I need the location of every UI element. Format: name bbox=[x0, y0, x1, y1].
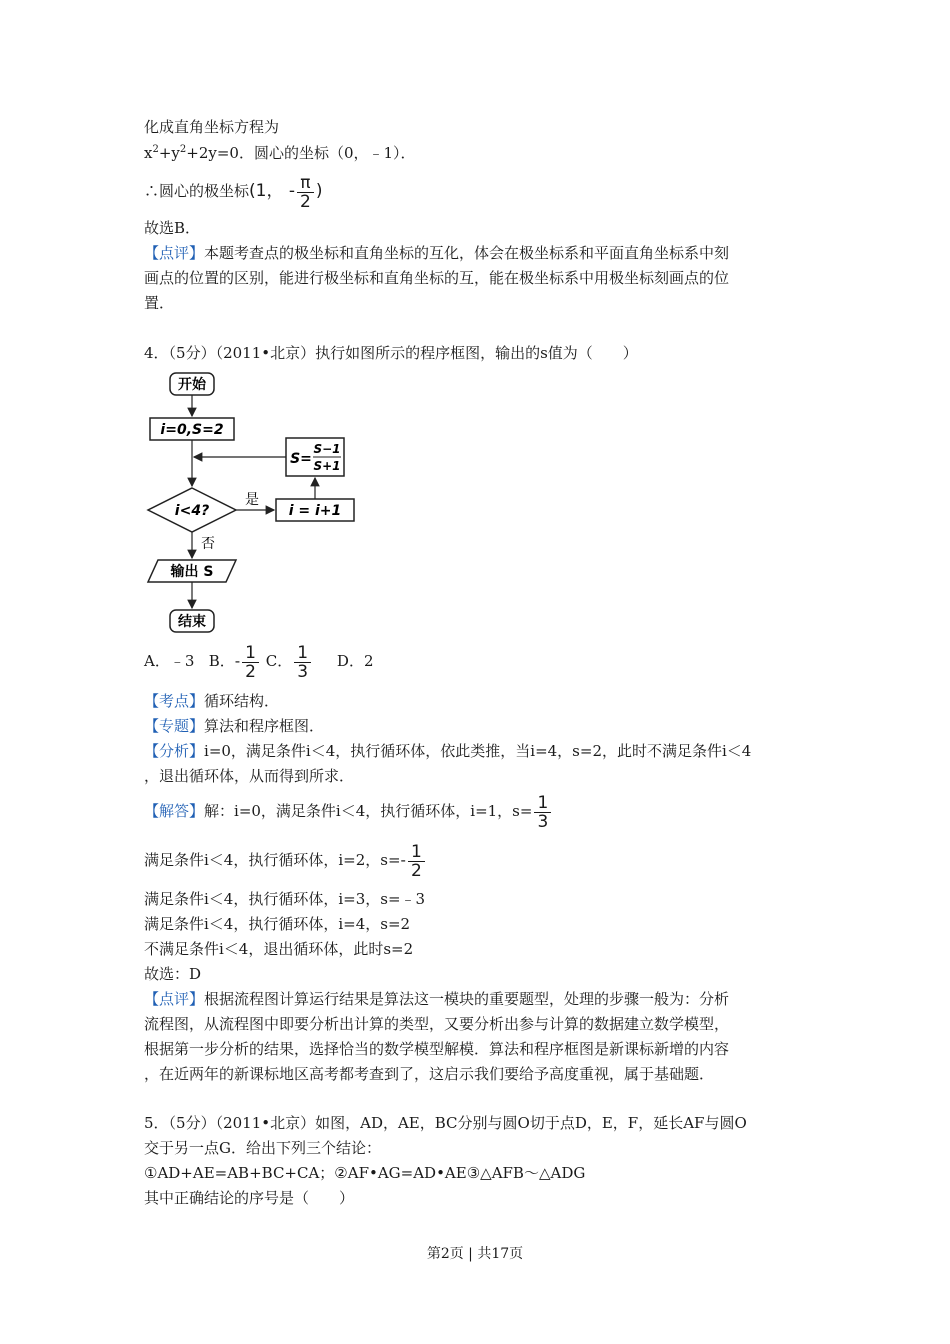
q4-analysis-line-2: ，退出循环体，从而得到所求． bbox=[144, 767, 355, 785]
option-b-fraction: $\frac{1}{2}$ bbox=[242, 644, 259, 681]
program-flowchart bbox=[140, 370, 370, 640]
q5-line-1: 5．（5分）（2011•北京）如图，AD，AE，BC分别与圆O切于点D，E，F，延长AF与圆O bbox=[144, 1114, 747, 1132]
q4-solution-line-1: 【解答】解：i=0，满足条件i＜4，执行循环体，i=1，s= $\frac{1}{3}$ bbox=[144, 792, 553, 831]
fraction-one-third: $\frac{1}{3}$ bbox=[534, 794, 551, 831]
q5-line-2: 交于另一点G．给出下列三个结论： bbox=[144, 1139, 381, 1157]
q3-line-2: $x^2+y^2+2y=0$．圆心的坐标（0，﹣1）． bbox=[144, 144, 416, 162]
q4-stem: 4．（5分）（2011•北京）执行如图所示的程序框图，输出的s值为（ ） bbox=[144, 344, 638, 362]
option-a: A．﹣3 bbox=[144, 652, 195, 670]
fraction-neg-half: $\frac{1}{2}$ bbox=[408, 843, 425, 880]
q4-solution-line-6: 故选：D bbox=[144, 965, 202, 983]
q3-comment-line-3: 置． bbox=[144, 294, 175, 312]
q4-solution-line-3: 满足条件i＜4，执行循环体，i=3，s=﹣3 bbox=[144, 890, 426, 908]
comment-tag: 【点评】 bbox=[144, 244, 205, 262]
condition-label: i<4? bbox=[174, 503, 210, 519]
pi-over-2-fraction: $\frac{\pi}{2}$ bbox=[297, 174, 314, 211]
q4-solution-line-4: 满足条件i＜4，执行循环体，i=4，s=2 bbox=[144, 915, 411, 933]
q4-solution-line-2: 满足条件i＜4，执行循环体，i=2，s=- $\frac{1}{2}$ bbox=[144, 841, 427, 880]
assign-numerator: S−1 bbox=[313, 442, 341, 456]
q4-comment-line-2: 流程图，从流程图中即要分析出计算的类型，又要分析出参与计算的数据建立数学模型， bbox=[144, 1015, 730, 1033]
q5-line-3: ①AD+AE=AB+BC+CA；②AF•AG=AD•AE③△AFB～△ADG bbox=[144, 1164, 586, 1182]
q4-analysis-line-1: 【分析】i=0，满足条件i＜4，执行循环体，依此类推，当i=4，s=2，此时不满足条件i＜4 bbox=[144, 742, 752, 760]
q4-topic: 【专题】算法和程序框图． bbox=[144, 717, 325, 735]
option-c-fraction: $\frac{1}{3}$ bbox=[294, 644, 311, 681]
yes-label: 是 bbox=[245, 492, 259, 508]
end-label: 结束 bbox=[178, 614, 206, 630]
option-d: D．2 bbox=[336, 652, 374, 670]
q4-comment-line-1: 【点评】根据流程图计算运行结果是算法这一模块的重要题型，处理的步骤一般为：分析 bbox=[144, 990, 730, 1008]
q3-line-4: 故选B． bbox=[144, 219, 201, 237]
assign-denominator: S+1 bbox=[313, 459, 341, 473]
q3-comment-line-2: 画点的位置的区别，能进行极坐标和直角坐标的互，能在极坐标系中用极坐标刻画点的位 bbox=[144, 269, 730, 287]
q4-comment-line-4: ，在近两年的新课标地区高考都考查到了，这启示我们要给予高度重视，属于基础题． bbox=[144, 1065, 715, 1083]
assign-lhs: S= bbox=[290, 451, 312, 467]
q3-comment-line-1: 【点评】本题考查点的极坐标和直角坐标的互化，体会在极坐标系和平面直角坐标系中刻 bbox=[144, 244, 730, 262]
q4-solution-line-5: 不满足条件i＜4，退出循环体，此时s=2 bbox=[144, 940, 414, 958]
init-label: i=0,S=2 bbox=[160, 422, 224, 438]
page-footer: 第2页 | 共17页 bbox=[426, 1246, 524, 1262]
q3-line-3: ∴圆心的极坐标(1， - $\frac{\pi}{2}$ ) bbox=[144, 172, 323, 212]
increment-label: i = i+1 bbox=[288, 503, 342, 519]
output-label: 输出 S bbox=[170, 564, 214, 580]
q5-line-4: 其中正确结论的序号是（ ） bbox=[144, 1189, 355, 1207]
q3-line-1: 化成直角坐标方程为 bbox=[144, 118, 280, 136]
q4-options: A．﹣3 B．- $\frac{1}{2}$ C． $\frac{1}{3}$ D．2 bbox=[144, 642, 374, 682]
option-b-label: B． bbox=[208, 652, 235, 670]
no-label: 否 bbox=[201, 536, 215, 552]
start-label: 开始 bbox=[178, 377, 206, 393]
q4-comment-line-3: 根据第一步分析的结果，选择恰当的数学模型解模．算法和程序框图是新课标新增的内容 bbox=[144, 1040, 730, 1058]
q4-knowledge-point: 【考点】循环结构． bbox=[144, 692, 280, 710]
option-c-label: C． bbox=[265, 652, 293, 670]
